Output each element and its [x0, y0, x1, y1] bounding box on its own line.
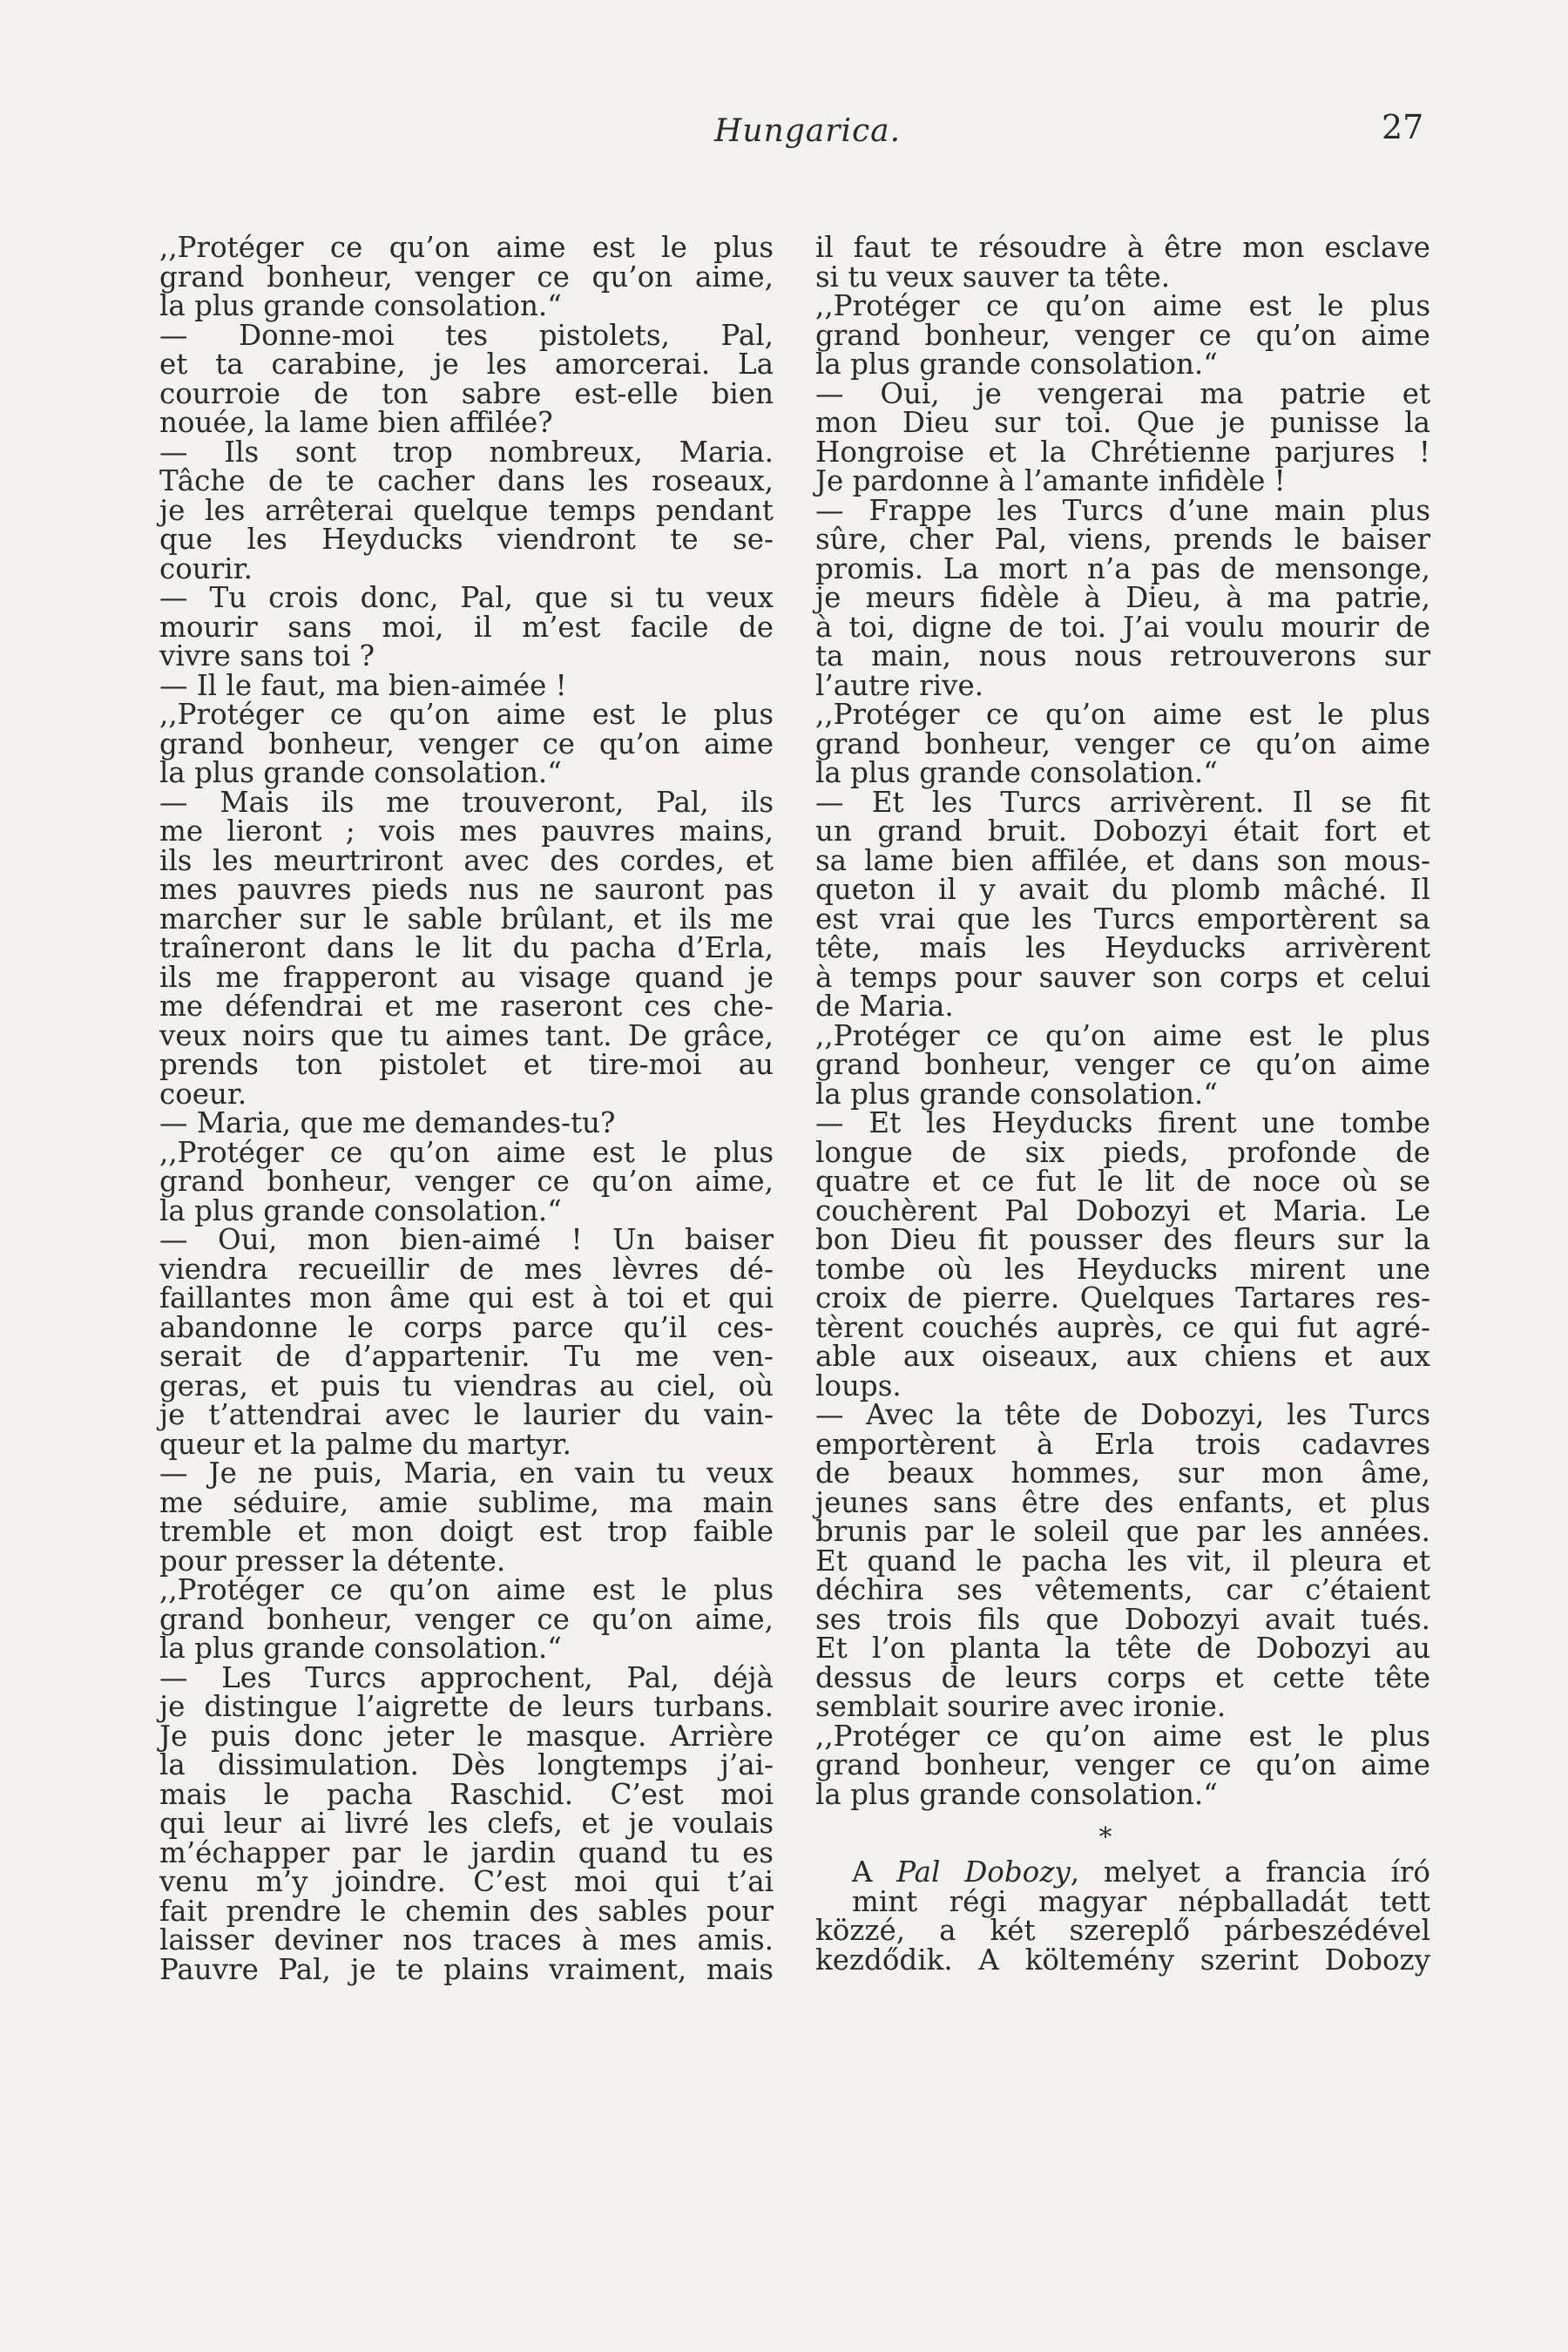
text-line: — Tu crois donc, Pal, que si tu veux	[159, 581, 774, 614]
text-line: fait prendre le chemin des sables pour	[159, 1894, 774, 1928]
text-line: ,,Protéger ce qu’on aime est le plus	[815, 698, 1430, 731]
text-line: grand bonheur, venger ce qu’on aime,	[159, 1165, 774, 1198]
text-line: l’autre rive.	[815, 668, 984, 702]
text-line: coeur.	[159, 1077, 247, 1111]
ballad-title: Pal Dobozy	[896, 1855, 1071, 1889]
text-line: promis. La mort n’a pas de mensonge,	[815, 551, 1430, 585]
text-line: ses trois fils que Dobozyi avait tués.	[815, 1602, 1430, 1636]
text-line: la plus grande consolation.“	[159, 756, 562, 789]
text-line: me lieront ; vois mes pauvres mains,	[159, 814, 774, 848]
text-line: et ta carabine, je les amorcerai. La	[159, 348, 774, 381]
text-line: — Avec la tête de Dobozyi, les Turcs	[815, 1398, 1430, 1431]
text-line: vivre sans toi ?	[159, 639, 375, 672]
text-line: Et quand le pacha les vit, il pleura et	[815, 1544, 1430, 1578]
text-line: ,,Protéger ce qu’on aime est le plus	[159, 1135, 774, 1169]
text-line: kezdődik. A költemény szerint Dobozy	[815, 1943, 1430, 1977]
text-line: ,,Protéger ce qu’on aime est le plus	[815, 1719, 1430, 1753]
text-line: grand bonheur, venger ce qu’on aime	[815, 1748, 1430, 1781]
text-line: longue de six pieds, profonde de	[815, 1135, 1430, 1169]
text-line: m’échapper par le jardin quand tu es	[159, 1835, 774, 1869]
text-line: la plus grande consolation.“	[159, 1632, 562, 1665]
text-line: queur et la palme du martyr.	[159, 1427, 571, 1461]
text-line: la plus grande consolation.“	[815, 1777, 1218, 1811]
text-line: — Oui, mon bien-aimé ! Un baiser	[159, 1223, 774, 1256]
section-separator: *	[1098, 1822, 1112, 1853]
left-column	[159, 233, 774, 1984]
text-line: queton il y avait du plomb mâché. Il	[815, 873, 1430, 906]
text-line: Hongroise et la Chrétienne parjures !	[815, 435, 1430, 469]
text-line: jeunes sans être des enfants, et plus	[815, 1485, 1430, 1519]
text-line: tremble et mon doigt est trop faible	[159, 1515, 774, 1548]
text-line: la plus grande consolation.“	[159, 1193, 562, 1227]
text-line: déchira ses vêtements, car c’étaient	[815, 1573, 1430, 1606]
text-line: je t’attendrai avec le laurier du vain-	[159, 1398, 774, 1431]
text-line: Et l’on planta la tête de Dobozyi au	[815, 1632, 1430, 1665]
running-head	[0, 105, 1568, 157]
text-line: croix de pierre. Quelques Tartares res-	[815, 1281, 1430, 1315]
text-line: courir.	[159, 551, 253, 585]
text-line: laisser deviner nos traces à mes amis.	[159, 1923, 774, 1957]
text-line: bon Dieu fit pousser des fleurs sur la	[815, 1223, 1430, 1256]
running-title: Hungarica.	[714, 113, 902, 149]
text-line: courroie de ton sabre est-elle bien	[159, 376, 774, 410]
text-line: — Et les Heyducks firent une tombe	[815, 1106, 1430, 1139]
text-line: marcher sur le sable brûlant, et ils me	[159, 902, 774, 936]
text-line: grand bonheur, venger ce qu’on aime	[815, 1048, 1430, 1081]
text-line: loups.	[815, 1369, 902, 1402]
text-line: à toi, digne de toi. J’ai voulu mourir de	[815, 610, 1430, 644]
text-line: couchèrent Pal Dobozyi et Maria. Le	[815, 1193, 1430, 1227]
text-line: — Les Turcs approchent, Pal, déjà	[159, 1660, 774, 1694]
text-line: able aux oiseaux, aux chiens et aux	[815, 1340, 1430, 1373]
commentary-lines	[815, 1884, 1430, 1977]
text-line: geras, et puis tu viendras au ciel, où	[159, 1369, 774, 1402]
commentary-first-line	[815, 1855, 1430, 1889]
text-line: mais le pacha Raschid. C’est moi	[159, 1777, 774, 1811]
commentary-intro-rest: , melyet a francia író	[1070, 1855, 1430, 1889]
text-line: — Mais ils me trouveront, Pal, ils	[159, 785, 774, 819]
text-line: mes pauvres pieds nus ne sauront pas	[159, 873, 774, 906]
text-line: tèrent couchés auprès, ce qui fut agré-	[815, 1310, 1430, 1344]
text-line: je meurs fidèle à Dieu, à ma patrie,	[815, 581, 1430, 614]
text-line: Je puis donc jeter le masque. Arrière	[159, 1719, 774, 1753]
text-line: à temps pour sauver son corps et celui	[815, 960, 1430, 994]
text-line: — Je ne puis, Maria, en vain tu veux	[159, 1456, 774, 1490]
text-line: — Oui, je vengerai ma patrie et	[815, 376, 1430, 410]
text-line: ,,Protéger ce qu’on aime est le plus	[159, 231, 774, 264]
commentary-paragraph	[815, 1855, 1430, 1977]
text-line: ,,Protéger ce qu’on aime est le plus	[815, 289, 1430, 322]
text-line: grand bonheur, venger ce qu’on aime,	[159, 260, 774, 294]
text-line: emportèrent à Erla trois cadavres	[815, 1427, 1430, 1461]
text-line: Tâche de te cacher dans les roseaux,	[159, 464, 774, 497]
text-line: mourir sans moi, il m’est facile de	[159, 610, 774, 644]
text-line: tête, mais les Heyducks arrivèrent	[815, 931, 1430, 964]
text-line: semblait sourire avec ironie.	[815, 1690, 1227, 1723]
text-line: la plus grande consolation.“	[815, 348, 1218, 381]
text-line: sûre, cher Pal, viens, prends le baiser	[815, 523, 1430, 556]
text-line: de Maria.	[815, 990, 954, 1023]
text-line: Pauvre Pal, je te plains vraiment, mais	[159, 1952, 774, 1986]
right-column	[815, 233, 1430, 1975]
text-line: tombe où les Heyducks mirent une	[815, 1252, 1430, 1286]
text-line: Je pardonne à l’amante infidèle !	[815, 464, 1286, 497]
text-line: me séduire, amie sublime, ma main	[159, 1485, 774, 1519]
commentary-intro: A	[852, 1855, 897, 1889]
text-line: quatre et ce fut le lit de noce où se	[815, 1165, 1430, 1198]
text-line: la plus grande consolation.“	[159, 289, 562, 322]
text-line: ,,Protéger ce qu’on aime est le plus	[159, 698, 774, 731]
text-line: grand bonheur, venger ce qu’on aime,	[159, 1602, 774, 1636]
text-line: il faut te résoudre à être mon esclave	[815, 231, 1430, 264]
text-line: — Ils sont trop nombreux, Maria.	[159, 435, 774, 469]
text-line: est vrai que les Turcs emportèrent sa	[815, 902, 1430, 936]
text-line: ils les meurtriront avec des cordes, et	[159, 843, 774, 877]
text-line: mon Dieu sur toi. Que je punisse la	[815, 406, 1430, 439]
text-line: la dissimulation. Dès longtemps j’ai-	[159, 1748, 774, 1781]
text-line: traîneront dans le lit du pacha d’Erla,	[159, 931, 774, 964]
text-line: közzé, a két szereplő párbeszédével	[815, 1914, 1430, 1947]
text-line: dessus de leurs corps et cette tête	[815, 1660, 1430, 1694]
text-line: je les arrêterai quelque temps pendant	[159, 493, 774, 527]
text-line: la plus grande consolation.“	[815, 756, 1218, 789]
text-line: mint régi magyar népballadát tett	[852, 1884, 1430, 1918]
text-line: ils me frapperont au visage quand je	[159, 960, 774, 994]
text-line: prends ton pistolet et tire-moi au	[159, 1048, 774, 1081]
text-line: si tu veux sauver ta tête.	[815, 260, 1171, 294]
text-line: ,,Protéger ce qu’on aime est le plus	[159, 1573, 774, 1606]
text-line: nouée, la lame bien affilée?	[159, 406, 553, 439]
right-column-text	[815, 233, 1430, 1809]
text-line: la plus grande consolation.“	[815, 1077, 1218, 1111]
text-line: abandonne le corps parce qu’il ces-	[159, 1310, 774, 1344]
text-line: de beaux hommes, sur mon âme,	[815, 1456, 1430, 1490]
page-number: 27	[1382, 108, 1424, 146]
text-line: — Frappe les Turcs d’une main plus	[815, 493, 1430, 527]
text-line: ta main, nous nous retrouverons sur	[815, 639, 1430, 672]
text-line: faillantes mon âme qui est à toi et qui	[159, 1281, 774, 1315]
text-line: — Et les Turcs arrivèrent. Il se fit	[815, 785, 1430, 819]
text-line: sa lame bien affilée, et dans son mous-	[815, 843, 1430, 877]
text-line: pour presser la détente.	[159, 1544, 506, 1578]
text-line: que les Heyducks viendront te se-	[159, 523, 774, 556]
text-line: brunis par le soleil que par les années.	[815, 1515, 1430, 1548]
text-line: viendra recueillir de mes lèvres dé-	[159, 1252, 774, 1286]
text-line: venu m’y joindre. C’est moi qui t’ai	[159, 1865, 774, 1898]
text-line: — Maria, que me demandes-tu?	[159, 1106, 616, 1139]
text-line: — Donne-moi tes pistolets, Pal,	[159, 318, 774, 352]
text-line: un grand bruit. Dobozyi était fort et	[815, 814, 1430, 848]
text-line: ,,Protéger ce qu’on aime est le plus	[815, 1018, 1430, 1052]
text-line: qui leur ai livré les clefs, et je voulais	[159, 1807, 774, 1840]
text-line: je distingue l’aigrette de leurs turbans.	[159, 1690, 774, 1723]
text-line: — Il le faut, ma bien-aimée !	[159, 668, 567, 702]
text-line: grand bonheur, venger ce qu’on aime	[815, 318, 1430, 352]
text-line: veux noirs que tu aimes tant. De grâce,	[159, 1018, 774, 1052]
text-line: me défendrai et me raseront ces che-	[159, 990, 774, 1023]
text-line: grand bonheur, venger ce qu’on aime	[815, 727, 1430, 760]
text-line: grand bonheur, venger ce qu’on aime	[159, 727, 774, 760]
text-line: serait de d’appartenir. Tu me ven-	[159, 1340, 774, 1373]
